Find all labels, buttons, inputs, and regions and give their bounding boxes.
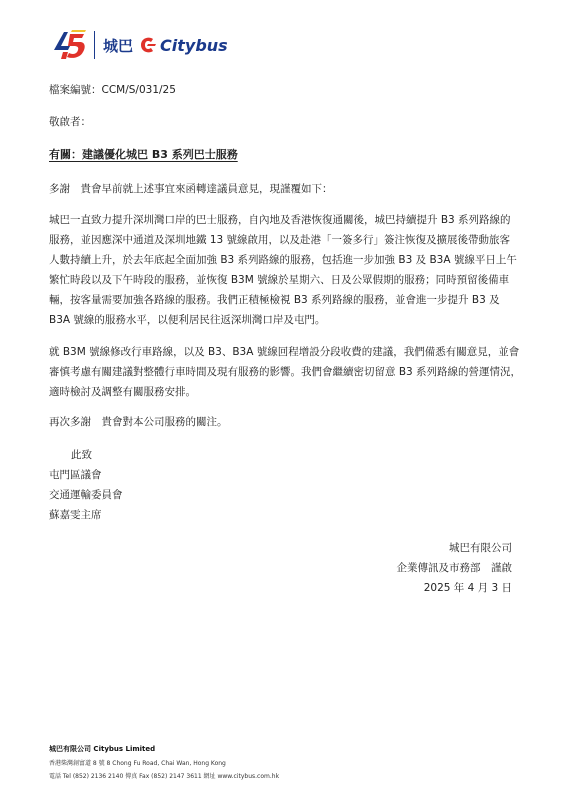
footer-address: 香港柴灣創富道 8 號 8 Chong Fu Road, Chai Wan, Hong Kong [49, 760, 226, 767]
recipient-chair: 蘇嘉雯主席 [49, 509, 102, 521]
paragraph-2 [49, 342, 522, 402]
paragraph-2-line: 審慎考慮有關建議對整體行車時間及現有服務的影響。我們會繼續密切留意 B3 系列路線的營運情況， [49, 366, 522, 378]
recipient-district-council: 屯門區議會 [49, 469, 102, 481]
paragraph-1-line: 輛，按客量需要加強各路線的服務。我們正積極檢視 B3 系列路線的服務，並會進一步提升 B3 及 [49, 294, 500, 306]
paragraph-1-line: 繁忙時段以及下午時段的服務，並恢復 B3M 號線於星期六、日及公眾假期的服務；同時預留後備車 [49, 274, 510, 286]
footer-company: 城巴有限公司 Citybus Limited [49, 745, 156, 753]
cc-label: 此致 [71, 449, 92, 461]
letter-subject: 有關：建議優化城巴 B3 系列巴士服務 [49, 148, 238, 161]
closing-line: 再次多謝 貴會對本公司服務的關注。 [49, 416, 228, 428]
recipient-committee: 交通運輸委員會 [49, 489, 123, 501]
file-reference: 檔案編號：CCM/S/031/25 [49, 84, 176, 96]
paragraph-1-line: 城巴一直致力提升深圳灣口岸的巴士服務，自內地及香港恢復通關後，城巴持續提升 B3 系列路線的 [49, 214, 511, 226]
logo-divider [94, 31, 95, 59]
letter-date: 2025 年 4 月 3 日 [423, 582, 512, 594]
paragraph-1-line: 人數持續上升，於去年底起全面加強 B3 系列路線的服務，包括進一步加強 B3 及 B3A 號線平日上午 [49, 254, 517, 266]
salutation: 敬啟者： [49, 116, 91, 128]
signoff-department: 企業傳訊及市務部 謹啟 [396, 562, 512, 574]
signoff-company: 城巴有限公司 [449, 542, 512, 554]
paragraph-1 [49, 210, 519, 330]
paragraph-2-line: 適時檢討及調整有關服務安排。 [49, 386, 196, 398]
company-name-en: Citybus [160, 35, 228, 55]
intro-line: 多謝 貴會早前就上述事宜來函轉達議員意見，現謹覆如下： [49, 183, 333, 195]
footer-contact: 電話 Tel (852) 2136 2140 傳真 Fax (852) 2147 3611 網址 www.citybus.com.hk [49, 773, 280, 780]
citybus-c-icon [139, 37, 157, 53]
paragraph-1-line: B3A 號線的服務水平，以便利居民往返深圳灣口岸及屯門。 [49, 314, 326, 326]
citybus-logo [50, 28, 228, 62]
company-name-cn: 城巴 [103, 36, 134, 55]
paragraph-2-line: 就 B3M 號線修改行車路線，以及 B3、B3A 號線回程增設分段收費的建議，我們備悉有關意見，並會 [49, 346, 520, 358]
paragraph-1-line: 服務，並因應深中通道及深圳地鐵 13 號線啟用，以及赴港「一簽多行」簽注恢復及擴展後帶動旅客 [49, 234, 511, 246]
45th-anniversary-icon [50, 28, 88, 62]
